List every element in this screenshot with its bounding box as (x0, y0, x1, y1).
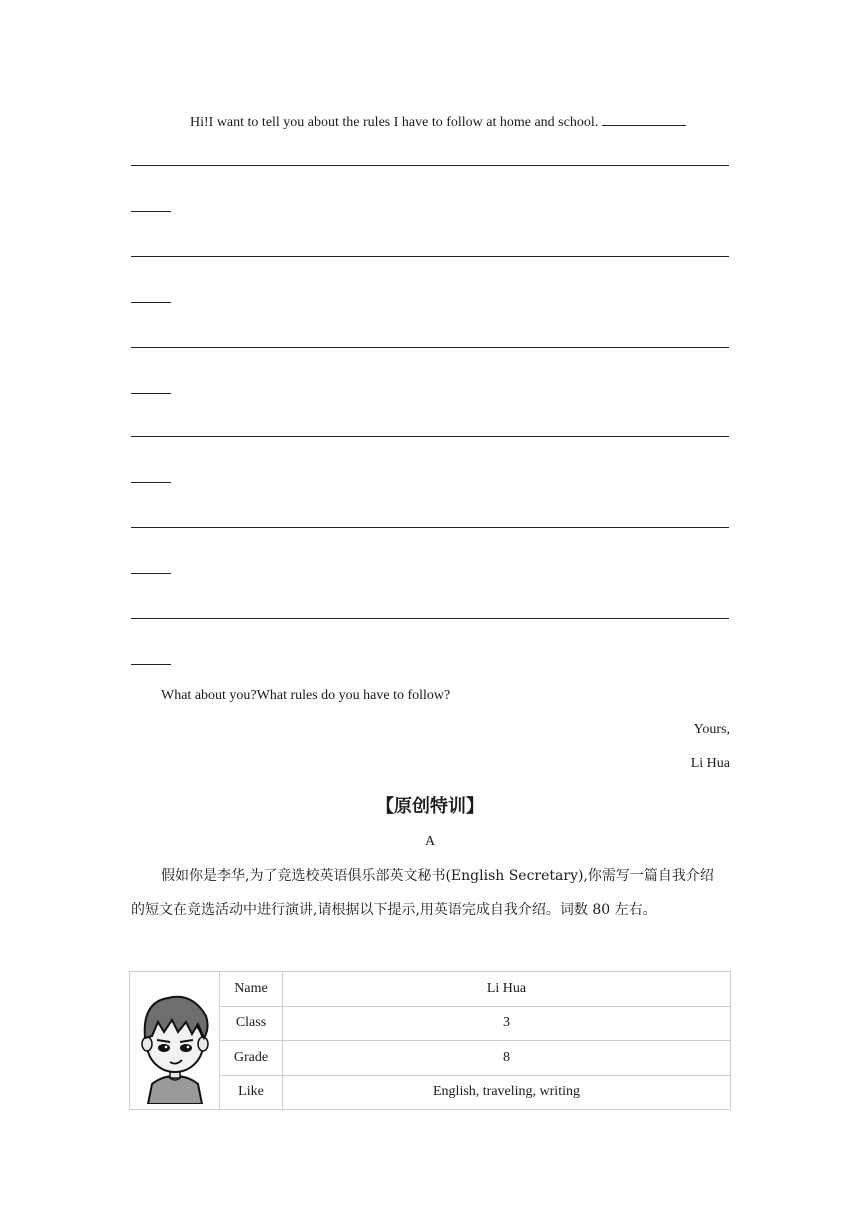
answer-line-2-end[interactable] (131, 302, 171, 303)
answer-line-3[interactable] (131, 347, 729, 348)
answer-line-2[interactable] (131, 256, 729, 257)
answer-line-4[interactable] (131, 436, 729, 437)
answer-line-5-end[interactable] (131, 573, 171, 574)
answer-line-3-end[interactable] (131, 393, 171, 394)
answer-line-5[interactable] (131, 527, 729, 528)
answer-line-4-end[interactable] (131, 482, 171, 483)
profile-table (129, 971, 731, 1110)
closing-question: What about you?What rules do you have to follow? (161, 688, 451, 703)
answer-line-1-end[interactable] (131, 211, 171, 212)
part-label: A (424, 834, 436, 849)
answer-line-6-end[interactable] (131, 664, 171, 665)
table-row (130, 1041, 731, 1076)
answer-line-1[interactable] (131, 165, 729, 166)
answer-blank-inline[interactable] (602, 113, 686, 126)
answer-line-6[interactable] (131, 618, 729, 619)
row-label: Like (220, 1075, 283, 1110)
avatar-cell (130, 972, 220, 1110)
row-label: Class (220, 1006, 283, 1041)
row-value: 8 (283, 1041, 731, 1076)
row-value: 3 (283, 1006, 731, 1041)
signature: Li Hua (690, 756, 730, 771)
letter-opening-line (190, 113, 686, 132)
row-value: English, traveling, writing (283, 1075, 731, 1110)
row-label: Name (220, 972, 283, 1007)
writing-prompt (131, 859, 731, 927)
table-row (130, 972, 731, 1007)
prompt-line-1: 假如你是李华,为了竞选校英语俱乐部英文秘书(English Secretary),你需写一篇自我介绍 (161, 868, 714, 884)
row-label: Grade (220, 1041, 283, 1076)
sign-off: Yours, (693, 722, 730, 737)
prompt-line-2: 的短文在竞选活动中进行演讲,请根据以下提示,用英语完成自我介绍。词数 80 左右。 (131, 902, 657, 918)
boy-avatar-icon (132, 972, 218, 1104)
table-row (130, 1006, 731, 1041)
row-value: Li Hua (283, 972, 731, 1007)
letter-opening: Hi!I want to tell you about the rules I have to follow at home and school. (190, 115, 599, 130)
table-row (130, 1075, 731, 1110)
section-heading: 【原创特训】 (376, 796, 484, 817)
